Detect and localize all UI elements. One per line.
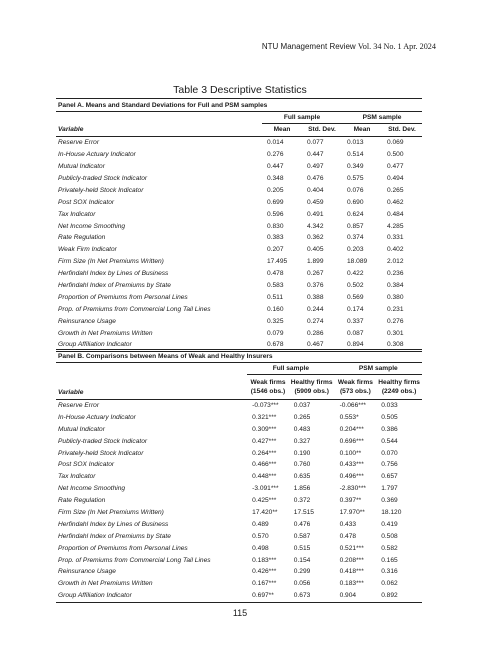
table-row <box>56 507 422 519</box>
value-cell: 0.386 <box>381 425 398 433</box>
variable-name: Weak Firm Indicator <box>58 246 117 254</box>
col-label: Weak firms <box>250 378 286 386</box>
panel-b-col-psm-weak <box>335 375 377 400</box>
table-row <box>56 184 422 196</box>
value-cell: 0.299 <box>293 568 311 576</box>
variable-name: Prop. of Premiums from Commercial Long Tail Lines <box>58 556 211 564</box>
value-cell: 0.077 <box>307 139 324 147</box>
variable-name: Group Affiliation Indicator <box>56 590 247 602</box>
variable-name: In-House Actuary Indicator <box>58 413 136 421</box>
value-cell: 0.190 <box>293 449 311 457</box>
value-cell: 0.265 <box>387 186 404 194</box>
table-row <box>56 315 422 327</box>
value-cell: 0.056 <box>293 580 311 588</box>
variable-name: Growth in Net Premiums Written <box>58 329 153 337</box>
value-cell: 0.308 <box>382 339 422 351</box>
value-cell: 0.419 <box>381 520 398 528</box>
table-row <box>56 268 422 280</box>
panel-b-col-variable: Variable <box>56 375 247 400</box>
value-cell: 0.497 <box>307 163 324 171</box>
panel-a-column-header-row <box>56 124 422 137</box>
value-cell: -2.830*** <box>339 485 366 493</box>
value-cell: 0.274 <box>307 317 324 325</box>
value-cell: 0.496*** <box>339 473 364 481</box>
value-cell: 0.476 <box>293 520 311 528</box>
value-cell: 1.856 <box>293 485 311 493</box>
panel-b-col-full-weak <box>247 375 289 400</box>
table-row <box>56 459 422 471</box>
value-cell: 0.433*** <box>339 461 364 469</box>
variable-name: Group Affiliation Indicator <box>56 339 262 351</box>
table-row <box>56 232 422 244</box>
value-cell: 0.327 <box>293 437 311 445</box>
value-cell: 0.154 <box>293 556 311 564</box>
table-row <box>56 590 422 602</box>
table-row <box>56 149 422 161</box>
value-cell: 0.521*** <box>339 544 364 552</box>
value-cell: 0.331 <box>387 234 404 242</box>
value-cell: 0.596 <box>267 210 284 218</box>
value-cell: 0.697** <box>247 590 289 602</box>
value-cell: 0.696*** <box>339 437 364 445</box>
panel-a-col-full-mean: Mean <box>262 124 302 137</box>
value-cell: 0.380 <box>387 293 404 301</box>
value-cell: 0.511 <box>267 293 284 301</box>
table-title: Table 3 Descriptive Statistics <box>173 84 307 96</box>
value-cell: 17.420** <box>252 508 278 516</box>
value-cell: 0.484 <box>387 210 404 218</box>
value-cell: 0.374 <box>347 234 364 242</box>
value-cell: 0.205 <box>267 186 284 194</box>
variable-name: Privately-held Stock Indicator <box>58 186 144 194</box>
running-header <box>262 42 436 51</box>
variable-name: Publicly-traded Stock Indicator <box>58 175 148 182</box>
value-cell: 0.076 <box>347 186 364 194</box>
value-cell: 0.236 <box>387 270 404 278</box>
value-cell: 0.062 <box>381 580 398 588</box>
value-cell: 0.635 <box>293 473 311 481</box>
variable-name: In-House Actuary Indicator <box>58 151 136 159</box>
table-row <box>56 291 422 303</box>
table-row <box>56 447 422 459</box>
variable-name: Firm Size (In Net Premiums Written) <box>58 258 164 266</box>
value-cell: 17.515 <box>293 508 314 516</box>
value-cell: 0.673 <box>289 590 335 602</box>
value-cell: 0.476 <box>307 175 324 182</box>
value-cell: 0.467 <box>302 339 342 351</box>
value-cell: 0.183*** <box>252 556 277 564</box>
table-row <box>56 423 422 435</box>
page-number: 115 <box>232 608 248 618</box>
table-row <box>56 173 422 185</box>
value-cell: 0.427*** <box>252 437 277 445</box>
value-cell: 0.325 <box>267 317 284 325</box>
value-cell: 0.402 <box>387 246 404 254</box>
col-label: Healthy firms <box>290 378 333 386</box>
value-cell: 0.500 <box>387 151 404 159</box>
value-cell: 0.575 <box>347 175 364 182</box>
col-obs: (5909 obs.) <box>294 387 329 395</box>
table-row <box>56 327 422 339</box>
value-cell: 0.478 <box>339 532 357 540</box>
variable-name: Post SOX Indicator <box>58 461 115 469</box>
value-cell: 0.422 <box>347 270 364 278</box>
value-cell: 0.489 <box>252 520 269 528</box>
value-cell: 1.797 <box>381 485 398 493</box>
value-cell: 0.165 <box>381 556 398 564</box>
panel-b-group-psm: PSM sample <box>335 363 422 375</box>
variable-name: Tax Indicator <box>58 473 96 481</box>
variable-name: Herfindahl Index of Premiums by State <box>58 282 171 290</box>
value-cell: 0.462 <box>387 198 404 206</box>
value-cell: 0.037 <box>293 401 311 409</box>
panel-b-group-row <box>56 363 422 375</box>
journal-volume: Vol. 34 No. 1 Apr. 2024 <box>357 42 436 51</box>
value-cell: 0.587 <box>293 532 311 540</box>
panel-a-group-spacer <box>56 112 262 124</box>
value-cell: 0.276 <box>387 317 404 325</box>
value-cell: -0.066*** <box>339 401 366 409</box>
value-cell: 0.286 <box>307 329 324 337</box>
variable-name: Herfindahl Index by Lines of Business <box>58 270 169 278</box>
panel-b-col-psm-healthy <box>376 375 422 400</box>
value-cell: 0.204*** <box>339 425 364 433</box>
panel-a-body <box>56 136 422 351</box>
value-cell: 0.265 <box>293 413 311 421</box>
value-cell: 0.569 <box>347 293 364 301</box>
value-cell: 0.570 <box>252 532 269 540</box>
value-cell: 0.583 <box>267 282 284 290</box>
value-cell: 0.207 <box>267 246 284 254</box>
variable-name: Publicly-traded Stock Indicator <box>58 437 148 445</box>
value-cell: 4.285 <box>387 222 404 230</box>
value-cell: 0.087 <box>347 329 364 337</box>
panel-a-group-psm: PSM sample <box>342 112 422 124</box>
value-cell: 0.267 <box>307 270 324 278</box>
value-cell: 0.892 <box>376 590 422 602</box>
table-row <box>56 471 422 483</box>
value-cell: 4.342 <box>307 222 324 230</box>
variable-name: Proportion of Premiums from Personal Lines <box>58 293 188 301</box>
value-cell: 0.160 <box>267 305 284 313</box>
value-cell: 18.089 <box>347 258 368 266</box>
variable-name: Net Income Smoothing <box>58 222 126 230</box>
col-obs: (1546 obs.) <box>250 387 286 395</box>
panel-a-group-row <box>56 112 422 124</box>
variable-name: Rate Regulation <box>58 234 106 242</box>
panel-b-title: Panel B. Comparisons between Means of Weak and Healthy Insurers <box>56 350 422 363</box>
value-cell: 0.498 <box>252 544 269 552</box>
value-cell: -0.073*** <box>252 401 279 409</box>
variable-name: Reserve Error <box>58 401 100 409</box>
table-row <box>56 161 422 173</box>
value-cell: 0.316 <box>381 568 398 576</box>
col-label: Weak firms <box>337 378 373 386</box>
value-cell: 0.894 <box>342 339 382 351</box>
value-cell: 0.383 <box>267 234 284 242</box>
value-cell: 0.397** <box>339 497 362 505</box>
value-cell: 0.276 <box>267 151 284 159</box>
value-cell: 0.447 <box>307 151 324 159</box>
table-row <box>56 578 422 590</box>
panel-b-group-spacer <box>56 363 247 375</box>
table-row <box>56 220 422 232</box>
panel-a-col-psm-mean: Mean <box>342 124 382 137</box>
variable-name: Privately-held Stock Indicator <box>58 449 144 457</box>
value-cell: 0.384 <box>387 282 404 290</box>
value-cell: 0.231 <box>387 305 404 313</box>
value-cell: 0.348 <box>267 175 284 182</box>
table-row <box>56 542 422 554</box>
table-row <box>56 136 422 148</box>
value-cell: 0.167*** <box>252 580 277 588</box>
variable-name: Herfindahl Index of Premiums by State <box>58 532 171 540</box>
variable-name: Herfindahl Index by Lines of Business <box>58 520 169 528</box>
value-cell: 0.756 <box>381 461 398 469</box>
table-row <box>56 483 422 495</box>
value-cell: 0.433 <box>339 520 357 528</box>
value-cell: 1.899 <box>307 258 324 266</box>
value-cell: 0.502 <box>347 282 364 290</box>
table-row <box>56 554 422 566</box>
value-cell: 0.699 <box>267 198 284 206</box>
value-cell: 0.657 <box>381 473 398 481</box>
panel-a-group-full: Full sample <box>262 112 342 124</box>
table-row <box>56 411 422 423</box>
value-cell: 17.970** <box>339 508 365 516</box>
value-cell: 0.830 <box>267 222 284 230</box>
table-row <box>56 530 422 542</box>
value-cell: 0.070 <box>381 449 398 457</box>
value-cell: 0.349 <box>347 163 364 171</box>
variable-name: Reserve Error <box>58 139 100 147</box>
col-obs: (573 obs.) <box>339 387 371 395</box>
value-cell: 0.033 <box>381 401 398 409</box>
value-cell: 0.404 <box>307 186 324 194</box>
value-cell: 0.405 <box>307 246 324 254</box>
value-cell: 0.079 <box>267 329 284 337</box>
variable-name: Firm Size (In Net Premiums Written) <box>58 508 164 516</box>
value-cell: 0.013 <box>347 139 364 147</box>
value-cell: 0.553* <box>339 413 359 421</box>
panel-b-col-full-healthy <box>289 375 335 400</box>
value-cell: 0.515 <box>293 544 311 552</box>
value-cell: 0.203 <box>347 246 364 254</box>
value-cell: 0.904 <box>335 590 377 602</box>
table-row <box>56 256 422 268</box>
value-cell: 0.309*** <box>252 425 277 433</box>
panel-a-table <box>56 98 422 352</box>
panel-b-group-full: Full sample <box>247 363 334 375</box>
value-cell: 0.208*** <box>339 556 364 564</box>
value-cell: 0.426*** <box>252 568 277 576</box>
value-cell: 0.483 <box>293 425 311 433</box>
panel-b-body <box>56 399 422 602</box>
value-cell: 0.624 <box>347 210 364 218</box>
value-cell: -3.091*** <box>252 485 279 493</box>
table-row <box>56 399 422 411</box>
value-cell: 0.690 <box>347 198 364 206</box>
value-cell: 0.448*** <box>252 473 277 481</box>
value-cell: 18.120 <box>381 508 402 516</box>
variable-name: Post SOX Indicator <box>58 198 115 206</box>
value-cell: 0.014 <box>267 139 284 147</box>
value-cell: 0.376 <box>307 282 324 290</box>
panel-a-col-variable: Variable <box>56 124 262 137</box>
value-cell: 0.544 <box>381 437 398 445</box>
panel-a-title-row <box>56 99 422 112</box>
variable-name: Reinsurance Usage <box>58 317 116 325</box>
value-cell: 0.514 <box>347 151 364 159</box>
panel-b-title-row <box>56 350 422 363</box>
variable-name: Prop. of Premiums from Commercial Long Tail Lines <box>58 305 211 313</box>
panel-a-title: Panel A. Means and Standard Deviations for Full and PSM samples <box>56 99 422 112</box>
variable-name: Mutual Indicator <box>58 425 105 433</box>
value-cell: 0.459 <box>307 198 324 206</box>
table-row <box>56 196 422 208</box>
value-cell: 0.369 <box>381 497 398 505</box>
journal-name: NTU Management Review <box>261 42 356 51</box>
value-cell: 0.321*** <box>252 413 277 421</box>
value-cell: 17.495 <box>267 258 288 266</box>
table-row <box>56 208 422 220</box>
value-cell: 0.337 <box>347 317 364 325</box>
value-cell: 0.069 <box>387 139 404 147</box>
panel-b-table <box>56 349 422 603</box>
table-row <box>56 280 422 292</box>
variable-name: Reinsurance Usage <box>58 568 116 576</box>
variable-name: Rate Regulation <box>58 497 106 505</box>
table-row <box>56 303 422 315</box>
value-cell: 0.466*** <box>252 461 277 469</box>
value-cell: 0.388 <box>307 293 324 301</box>
table-row <box>56 495 422 507</box>
value-cell: 0.857 <box>347 222 364 230</box>
panel-b-column-header-row <box>56 375 422 400</box>
col-obs: (2249 obs.) <box>381 387 417 395</box>
value-cell: 0.174 <box>347 305 364 313</box>
value-cell: 0.494 <box>387 175 404 182</box>
value-cell: 0.301 <box>387 329 404 337</box>
value-cell: 0.183*** <box>339 580 364 588</box>
table-row <box>56 435 422 447</box>
value-cell: 0.244 <box>307 305 324 313</box>
value-cell: 0.491 <box>307 210 324 218</box>
variable-name: Proportion of Premiums from Personal Lines <box>58 544 188 552</box>
table-row <box>56 244 422 256</box>
value-cell: 0.505 <box>381 413 398 421</box>
value-cell: 0.508 <box>381 532 398 540</box>
table-row <box>56 518 422 530</box>
table-row <box>56 566 422 578</box>
variable-name: Mutual Indicator <box>58 163 105 171</box>
value-cell: 2.012 <box>387 258 404 266</box>
value-cell: 0.418*** <box>339 568 364 576</box>
panel-a-col-psm-std: Std. Dev. <box>382 124 422 137</box>
col-label: Healthy firms <box>378 378 420 386</box>
value-cell: 0.362 <box>307 234 324 242</box>
panel-a-col-full-std: Std. Dev. <box>302 124 342 137</box>
value-cell: 0.372 <box>293 497 311 505</box>
value-cell: 0.447 <box>267 163 284 171</box>
value-cell: 0.582 <box>381 544 398 552</box>
value-cell: 0.678 <box>262 339 302 351</box>
value-cell: 0.760 <box>293 461 311 469</box>
value-cell: 0.425*** <box>252 497 277 505</box>
value-cell: 0.100** <box>339 449 362 457</box>
variable-name: Tax Indicator <box>58 210 96 218</box>
value-cell: 0.477 <box>387 163 404 171</box>
variable-name: Growth in Net Premiums Written <box>58 580 153 588</box>
variable-name: Net Income Smoothing <box>58 485 126 493</box>
value-cell: 0.264*** <box>252 449 277 457</box>
value-cell: 0.478 <box>267 270 284 278</box>
